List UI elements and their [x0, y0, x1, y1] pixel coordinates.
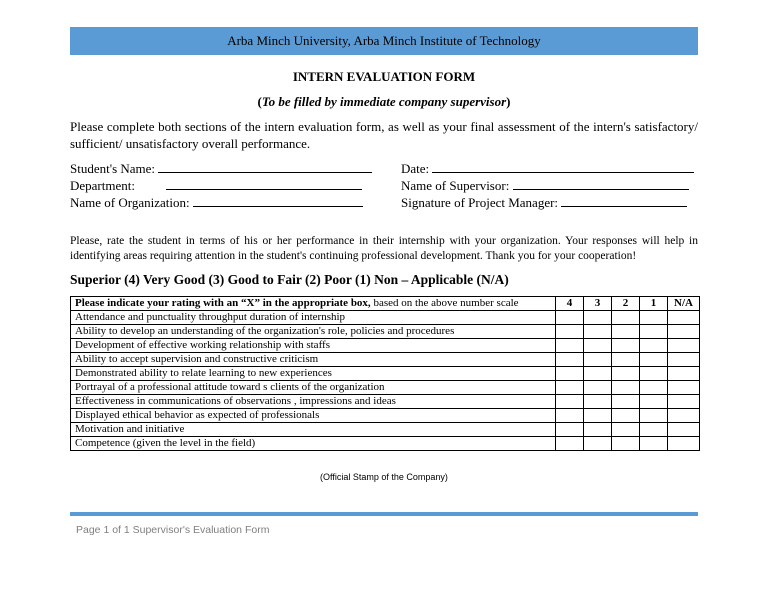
department-field[interactable] [70, 177, 362, 194]
signature-line[interactable] [561, 194, 687, 207]
rating-cell[interactable] [556, 353, 584, 367]
rating-cell[interactable] [556, 367, 584, 381]
rating-cell[interactable] [584, 325, 612, 339]
rating-cell[interactable] [584, 395, 612, 409]
institution-name: Arba Minch University, Arba Minch Institute of Technology [227, 33, 541, 48]
form-title: INTERN EVALUATION FORM [292, 69, 476, 84]
rating-cell[interactable] [668, 381, 700, 395]
rating-cell[interactable] [612, 423, 640, 437]
rating-cell[interactable] [556, 423, 584, 437]
rating-cell[interactable] [640, 311, 668, 325]
table-row [71, 367, 700, 381]
department-line[interactable] [166, 177, 362, 190]
rating-cell[interactable] [640, 409, 668, 423]
rating-cell[interactable] [668, 367, 700, 381]
footer-divider [70, 512, 698, 516]
rating-cell[interactable] [668, 353, 700, 367]
table-row [71, 311, 700, 325]
signature-label: Signature of Project Manager: [401, 195, 559, 210]
rating-cell[interactable] [612, 367, 640, 381]
rating-cell[interactable] [640, 423, 668, 437]
rating-cell[interactable] [612, 325, 640, 339]
rating-cell[interactable] [640, 381, 668, 395]
table-header-row [71, 297, 700, 311]
table-row [71, 339, 700, 353]
rating-cell[interactable] [584, 311, 612, 325]
form-subtitle-text: To be filled by immediate company supervisor [261, 94, 507, 109]
rating-cell[interactable] [640, 367, 668, 381]
rating-cell[interactable] [612, 437, 640, 451]
rating-cell[interactable] [668, 409, 700, 423]
rating-cell[interactable] [556, 325, 584, 339]
rating-col-3: 3 [584, 297, 612, 311]
table-row [71, 381, 700, 395]
rating-cell[interactable] [640, 437, 668, 451]
rating-cell[interactable] [668, 325, 700, 339]
criterion-label: Displayed ethical behavior as expected of professionals [71, 409, 556, 423]
table-row [71, 353, 700, 367]
criterion-label: Competence (given the level in the field) [71, 437, 556, 451]
organization-field[interactable] [70, 194, 363, 211]
form-subtitle: (To be filled by immediate company supervisor) [257, 94, 511, 109]
table-row [71, 423, 700, 437]
rating-cell[interactable] [612, 339, 640, 353]
rating-col-2: 2 [612, 297, 640, 311]
student-name-label: Student's Name: [70, 161, 156, 176]
table-row [71, 437, 700, 451]
rating-cell[interactable] [668, 437, 700, 451]
rating-cell[interactable] [556, 437, 584, 451]
criterion-label: Attendance and punctuality throughput duration of internship [71, 311, 556, 325]
supervisor-field[interactable] [401, 177, 689, 194]
rating-col-na: N/A [668, 297, 700, 311]
criterion-label: Effectiveness in communications of observations , impressions and ideas [71, 395, 556, 409]
criterion-label: Demonstrated ability to relate learning to new experiences [71, 367, 556, 381]
department-label: Department: [70, 178, 135, 193]
criteria-body [71, 311, 700, 451]
rating-cell[interactable] [612, 311, 640, 325]
student-name-field[interactable] [70, 160, 372, 177]
rating-col-4: 4 [556, 297, 584, 311]
rating-cell[interactable] [556, 409, 584, 423]
rating-cell[interactable] [668, 311, 700, 325]
date-field[interactable] [401, 160, 694, 177]
date-line[interactable] [432, 160, 694, 173]
rating-cell[interactable] [584, 339, 612, 353]
scale-legend: Superior (4) Very Good (3) Good to Fair (2) Poor (1) Non – Applicable (N/A) [70, 272, 509, 287]
table-row [71, 325, 700, 339]
rating-cell[interactable] [640, 339, 668, 353]
rating-cell[interactable] [584, 409, 612, 423]
date-label: Date: [401, 161, 430, 176]
signature-field[interactable] [401, 194, 687, 211]
supervisor-label: Name of Supervisor: [401, 178, 510, 193]
rating-cell[interactable] [584, 381, 612, 395]
rating-cell[interactable] [584, 437, 612, 451]
organization-line[interactable] [193, 194, 363, 207]
rating-cell[interactable] [640, 353, 668, 367]
criterion-label: Motivation and initiative [71, 423, 556, 437]
intro-text: Please complete both sections of the intern evaluation form, as well as your final assessment of the intern's satisfactory/ sufficient/ unsatisfactory overall performance. [70, 119, 698, 151]
criterion-label: Development of effective working relationship with staffs [71, 339, 556, 353]
rating-col-1: 1 [640, 297, 668, 311]
organization-label: Name of Organization: [70, 195, 190, 210]
rating-cell[interactable] [584, 367, 612, 381]
rating-cell[interactable] [584, 353, 612, 367]
rating-cell[interactable] [556, 311, 584, 325]
rating-cell[interactable] [612, 409, 640, 423]
rating-cell[interactable] [640, 325, 668, 339]
table-row [71, 395, 700, 409]
rating-cell[interactable] [668, 339, 700, 353]
criterion-label: Ability to accept supervision and constructive criticism [71, 353, 556, 367]
table-row [71, 409, 700, 423]
criteria-header [71, 297, 556, 311]
rating-cell[interactable] [612, 353, 640, 367]
rating-cell[interactable] [556, 381, 584, 395]
rating-cell[interactable] [556, 339, 584, 353]
rating-cell[interactable] [668, 423, 700, 437]
rating-cell[interactable] [640, 395, 668, 409]
rating-cell[interactable] [612, 395, 640, 409]
evaluation-table [70, 296, 700, 451]
criteria-header-bold: Please indicate your rating with an “X” in the appropriate box, [75, 297, 371, 309]
header-banner [70, 27, 698, 55]
rating-cell[interactable] [556, 395, 584, 409]
page-footer: Page 1 of 1 Supervisor's Evaluation Form [76, 524, 270, 536]
official-stamp-label: (Official Stamp of the Company) [320, 472, 448, 482]
instructions-text: Please, rate the student in terms of his or her performance in their internship with your organization. Your responses will help in identifying areas requiring attention in the student's continuing professional development. Thank you for your cooperation! [70, 235, 698, 262]
criteria-header-rest: based on the above number scale [370, 297, 519, 309]
student-name-line[interactable] [158, 160, 372, 173]
supervisor-line[interactable] [513, 177, 689, 190]
rating-cell[interactable] [668, 395, 700, 409]
criterion-label: Ability to develop an understanding of the organization's role, policies and procedures [71, 325, 556, 339]
rating-cell[interactable] [584, 423, 612, 437]
criterion-label: Portrayal of a professional attitude toward s clients of the organization [71, 381, 556, 395]
rating-cell[interactable] [612, 381, 640, 395]
